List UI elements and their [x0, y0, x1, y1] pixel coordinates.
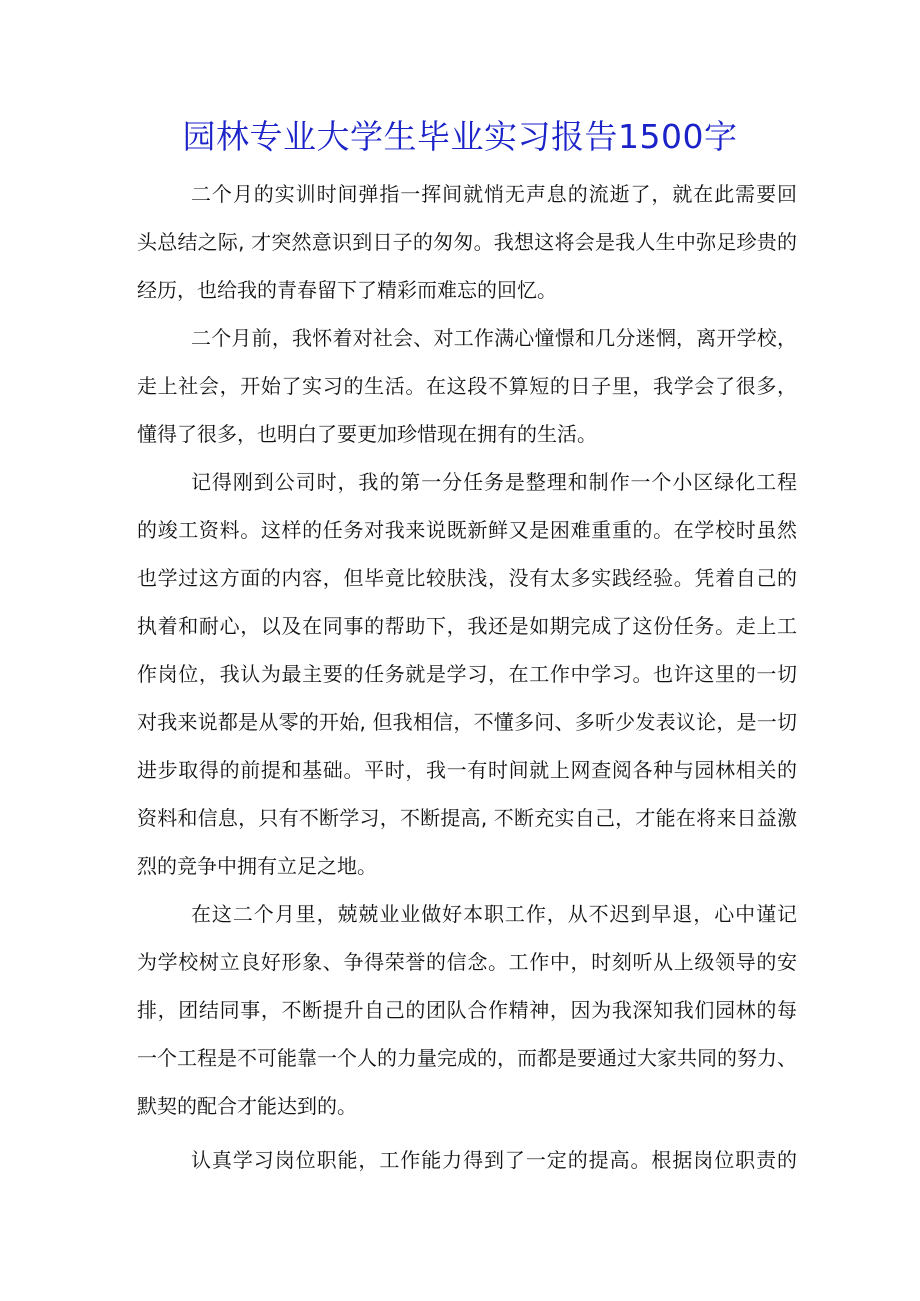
paragraph-5-line-1: 认真学习岗位职能，工作能力得到了一定的提高。根据岗位职责的 [191, 1148, 797, 1172]
document-title: 园林专业大学生毕业实习报告1500字 [182, 117, 738, 156]
paragraph-3-line-1: 记得刚到公司时，我的第一分任务是整理和制作一个小区绿化工程 [191, 470, 797, 494]
paragraph-3-line-7: 进步取得的前提和基础。平时，我一有时间就上网查阅各种与园林相关的 [137, 758, 797, 782]
paragraph-3-line-2: 的竣工资料。这样的任务对我来说既新鲜又是困难重重的。在学校时虽然 [137, 518, 797, 542]
paragraph-4-line-4: 一个工程是不可能靠一个人的力量完成的，而都是要通过大家共同的努力、 [137, 1046, 797, 1070]
paragraph-4-line-5: 默契的配合才能达到的。 [137, 1094, 357, 1118]
paragraph-2-line-3: 懂得了很多，也明白了要更加珍惜现在拥有的生活。 [137, 422, 597, 446]
paragraph-4-line-3: 排，团结同事，不断提升自己的团队合作精神，因为我深知我们园林的每 [137, 998, 797, 1022]
paragraph-4-line-2: 为学校树立良好形象、争得荣誉的信念。工作中，时刻听从上级领导的安 [137, 950, 797, 974]
paragraph-3-line-5: 作岗位，我认为最主要的任务就是学习，在工作中学习。也许这里的一切 [137, 662, 797, 686]
paragraph-3-line-4: 执着和耐心，以及在同事的帮助下，我还是如期完成了这份任务。走上工 [137, 614, 797, 638]
paragraph-2-line-1: 二个月前，我怀着对社会、对工作满心憧憬和几分迷惘，离开学校， [191, 326, 797, 350]
paragraph-3-line-6: 对我来说都是从零的开始, 但我相信，不懂多问、多听少发表议论，是一切 [137, 710, 797, 734]
paragraph-2-line-2: 走上社会，开始了实习的生活。在这段不算短的日子里，我学会了很多， [137, 374, 797, 398]
paragraph-3-line-3: 也学过这方面的内容，但毕竟比较肤浅，没有太多实践经验。凭着自己的 [137, 566, 797, 590]
paragraph-3-line-8: 资料和信息，只有不断学习，不断提高, 不断充实自己，才能在将来日益激 [137, 806, 797, 830]
paragraph-3-line-9: 烈的竞争中拥有立足之地。 [137, 854, 377, 878]
paragraph-1-line-3: 经历，也给我的青春留下了精彩而难忘的回忆。 [137, 278, 557, 302]
paragraph-4-line-1: 在这二个月里，兢兢业业做好本职工作，从不迟到早退，心中谨记 [191, 902, 797, 926]
paragraph-1-line-2: 头总结之际, 才突然意识到日子的匆匆。我想这将会是我人生中弥足珍贵的 [137, 230, 797, 254]
paragraph-1-line-1: 二个月的实训时间弹指一挥间就悄无声息的流逝了，就在此需要回 [191, 182, 797, 206]
